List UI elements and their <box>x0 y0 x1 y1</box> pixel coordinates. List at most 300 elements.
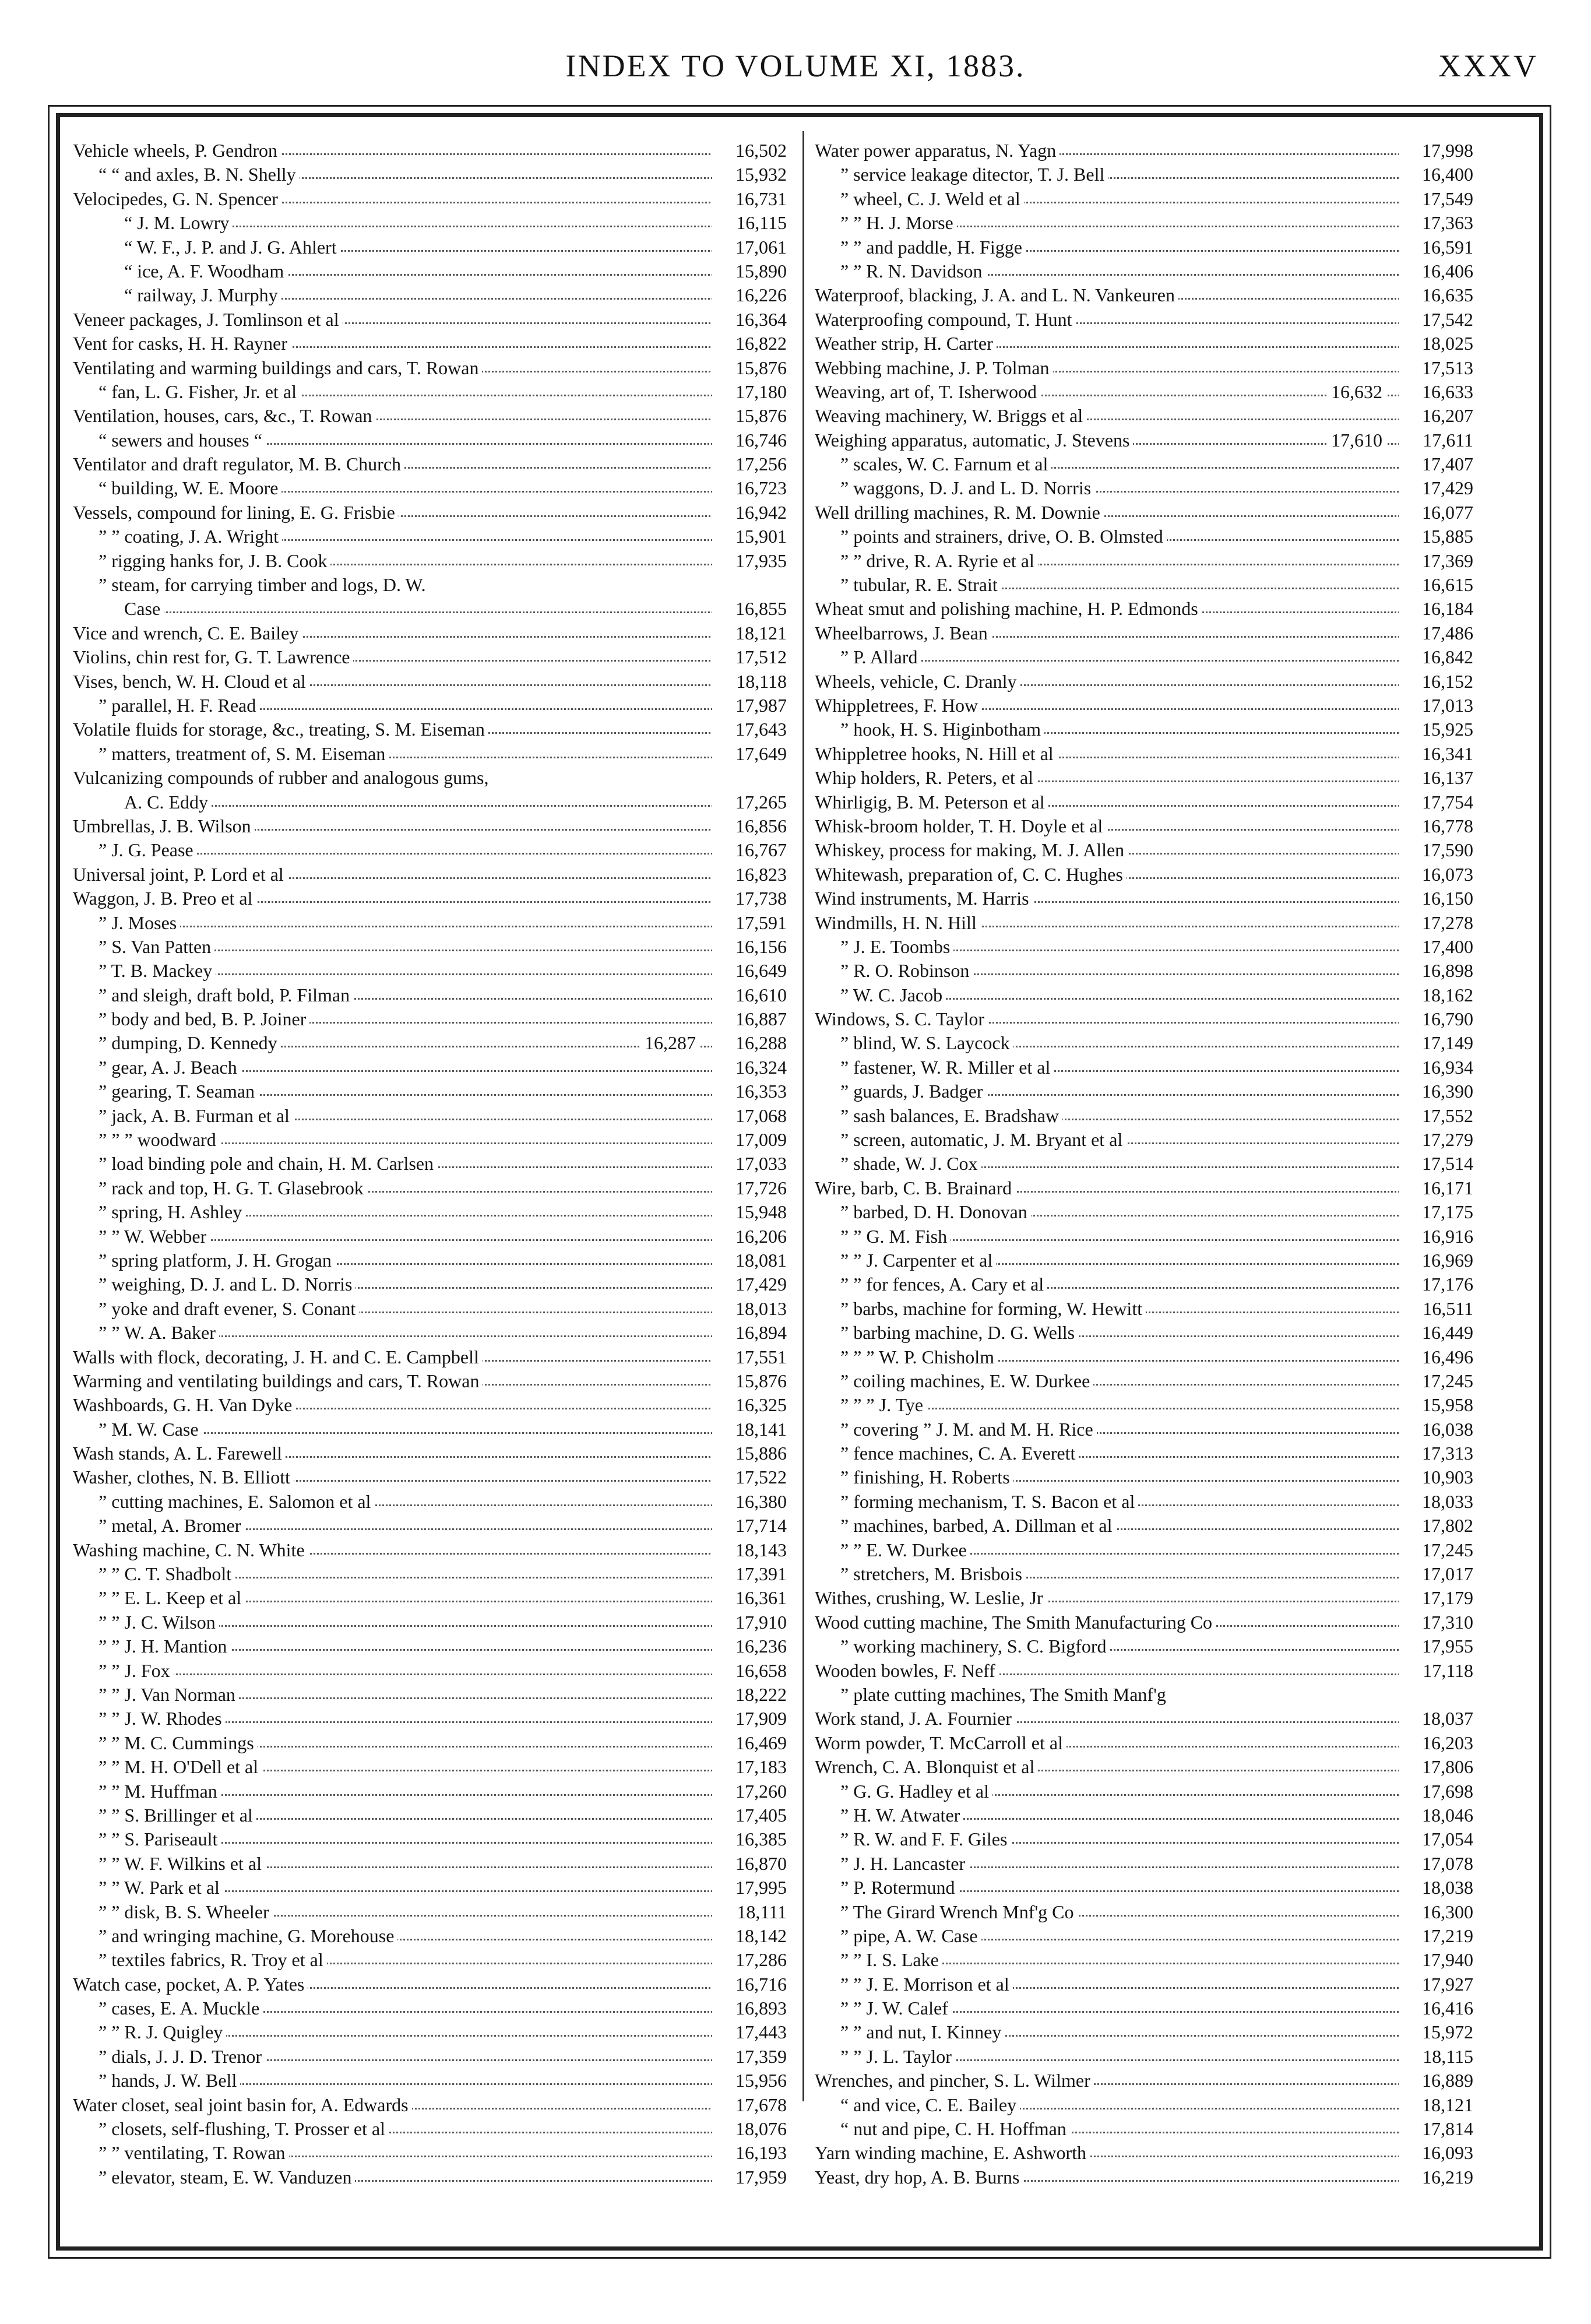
index-column-left <box>73 139 787 2189</box>
entry-number: 17,802 <box>1399 1514 1473 1538</box>
entry-text: Water closet, seal joint basin for, A. Edwards <box>73 2093 412 2117</box>
index-entry <box>73 211 787 235</box>
entry-number: 17,369 <box>1399 549 1473 573</box>
entry-text: Whitewash, preparation of, C. C. Hughes <box>815 863 1127 887</box>
entry-text: ” and wringing machine, G. Morehouse <box>98 1924 397 1948</box>
entry-number: 17,363 <box>1399 211 1473 235</box>
entry-number: 18,037 <box>1399 1707 1473 1731</box>
entry-text: Vehicle wheels, P. Gendron <box>73 139 281 163</box>
entry-number: 16,203 <box>1399 1731 1473 1755</box>
entry-text: ” cutting machines, E. Salomon et al <box>98 1490 374 1514</box>
entry-text: ” ” J. Van Norman <box>98 1683 239 1707</box>
entry-text: Whip holders, R. Peters, et al <box>815 766 1037 790</box>
entry-text: ” ” and nut, I. Kinney <box>840 2020 1005 2044</box>
entry-text: Wheat smut and polishing machine, H. P. Edmonds <box>815 597 1202 621</box>
index-entry <box>73 1586 787 1610</box>
dot-leader <box>840 660 1407 662</box>
entry-number: 17,017 <box>1399 1562 1473 1586</box>
entry-number: 16,591 <box>1399 235 1473 259</box>
entry-number: 17,033 <box>712 1152 787 1176</box>
entry-text: Weather strip, H. Carter <box>815 332 997 356</box>
entry-number: 16,778 <box>1399 814 1473 838</box>
entry-number: 15,890 <box>712 259 787 283</box>
entry-number: 17,068 <box>712 1104 787 1128</box>
entry-text: Weighing apparatus, automatic, J. Stevens <box>815 428 1133 452</box>
index-entry <box>815 718 1473 741</box>
entry-number: 17,407 <box>1399 452 1473 476</box>
entry-text: ” ” M. H. O'Dell et al <box>98 1755 262 1779</box>
entry-text: Walls with flock, decorating, J. H. and C. E. Campbell <box>73 1345 483 1369</box>
entry-number: 15,886 <box>712 1441 787 1465</box>
entry-number: 17,611 <box>1399 428 1473 452</box>
entry-number: 16,889 <box>1399 2069 1473 2093</box>
entry-text: Whisk-broom holder, T. H. Doyle et al <box>815 814 1106 838</box>
entry-number: 17,180 <box>712 380 787 404</box>
entry-number: 16,723 <box>712 476 787 500</box>
entry-number: 16,731 <box>712 187 787 211</box>
entry-number: 16,236 <box>712 1634 787 1658</box>
entry-number: 10,903 <box>1399 1465 1473 1489</box>
entry-text: ” fence machines, C. A. Everett <box>840 1441 1079 1465</box>
index-entry <box>815 670 1473 694</box>
entry-text: ” ” ” J. Tye <box>840 1393 927 1417</box>
entry-text: Ventilator and draft regulator, M. B. Church <box>73 452 404 476</box>
index-entry <box>73 139 787 163</box>
entry-number: 17,935 <box>712 549 787 573</box>
index-entry <box>73 259 787 283</box>
entry-number: 16,156 <box>712 935 787 959</box>
entry-number: 15,876 <box>712 404 787 428</box>
entry-number: 17,940 <box>1399 1948 1473 1972</box>
entry-text: ” ” ventilating, T. Rowan <box>98 2141 289 2165</box>
index-entry <box>73 525 787 549</box>
entry-text: ” forming mechanism, T. S. Bacon et al <box>840 1490 1138 1514</box>
entry-text: ” fastener, W. R. Miller et al <box>840 1056 1054 1080</box>
index-entry <box>815 983 1473 1007</box>
entry-text: ” ” W. Park et al <box>98 1876 223 1900</box>
entry-text: Waggon, J. B. Preo et al <box>73 887 256 910</box>
entry-number: 18,033 <box>1399 1490 1473 1514</box>
index-entry <box>73 2141 787 2165</box>
entry-text: Vessels, compound for lining, E. G. Frisbie <box>73 501 399 525</box>
entry-text: ” dumping, D. Kennedy <box>98 1031 281 1055</box>
entry-number: 16,633 <box>1399 380 1473 404</box>
index-entry <box>73 163 787 187</box>
index-entry <box>815 2045 1473 2069</box>
index-entry <box>815 1128 1473 1152</box>
entry-alt-number: 17,610 <box>1328 428 1386 452</box>
entry-number: 15,876 <box>712 1369 787 1393</box>
entry-text: ” screen, automatic, J. M. Bryant et al <box>840 1128 1126 1152</box>
entry-text: Vulcanizing compounds of rubber and analogous gums, <box>73 766 492 790</box>
index-entry <box>73 476 787 500</box>
index-entry <box>73 1827 787 1851</box>
index-entry <box>73 2045 787 2069</box>
entry-text: ” W. C. Jacob <box>840 983 946 1007</box>
entry-number: 17,698 <box>1399 1780 1473 1803</box>
index-entry <box>815 863 1473 887</box>
index-entry <box>73 1562 787 1586</box>
page-number: XXXV <box>1438 48 1539 83</box>
entry-number: 16,870 <box>712 1852 787 1876</box>
index-entry <box>815 549 1473 573</box>
entry-number: 16,219 <box>1399 2165 1473 2189</box>
entry-text: ” wheel, C. J. Weld et al <box>840 187 1024 211</box>
index-entry <box>815 814 1473 838</box>
entry-number: 17,179 <box>1399 1586 1473 1610</box>
index-entry <box>815 404 1473 428</box>
index-entry <box>73 1780 787 1803</box>
index-entry <box>73 983 787 1007</box>
entry-number: 16,150 <box>1399 887 1473 910</box>
entry-text: ” covering ” J. M. and M. H. Rice <box>840 1418 1097 1441</box>
index-entry <box>73 1418 787 1441</box>
entry-text: ” G. G. Hadley et al <box>840 1780 992 1803</box>
index-entry <box>73 2165 787 2189</box>
index-entry <box>73 1755 787 1779</box>
entry-text: ” ” ” woodward <box>98 1128 220 1152</box>
entry-number: 17,245 <box>1399 1538 1473 1562</box>
index-entry <box>815 1634 1473 1658</box>
entry-number: 17,998 <box>1399 139 1473 163</box>
entry-number: 18,143 <box>712 1538 787 1562</box>
index-entry <box>815 1272 1473 1296</box>
entry-text: ” ” E. L. Keep et al <box>98 1586 245 1610</box>
entry-number: 16,193 <box>712 2141 787 2165</box>
entry-number: 16,916 <box>1399 1225 1473 1249</box>
index-entry <box>73 2117 787 2141</box>
entry-text: ” The Girard Wrench Mnf'g Co <box>840 1900 1078 1924</box>
index-entry <box>815 1731 1473 1755</box>
entry-number: 16,934 <box>1399 1056 1473 1080</box>
entry-number: 16,115 <box>712 211 787 235</box>
index-entry <box>815 1755 1473 1779</box>
entry-number: 17,313 <box>1399 1441 1473 1465</box>
entry-text: Wheelbarrows, J. Bean <box>815 621 991 645</box>
index-entry <box>73 1393 787 1417</box>
entry-text: Case <box>124 597 164 621</box>
index-entry <box>73 1056 787 1080</box>
entry-text: ” yoke and draft evener, S. Conant <box>98 1297 359 1321</box>
entry-text: ” finishing, H. Roberts <box>840 1465 1013 1489</box>
entry-number: 16,385 <box>712 1827 787 1851</box>
entry-text: ” ” E. W. Durkee <box>840 1538 970 1562</box>
entry-text: ” ” W. F. Wilkins et al <box>98 1852 265 1876</box>
entry-number: 16,406 <box>1399 259 1473 283</box>
entry-number: 17,678 <box>712 2093 787 2117</box>
entry-number: 17,260 <box>712 1780 787 1803</box>
entry-text: Watch case, pocket, A. P. Yates <box>73 1973 308 1996</box>
index-entry <box>73 1345 787 1369</box>
entry-number: 18,142 <box>712 1924 787 1948</box>
index-entry <box>73 356 787 380</box>
entry-text: “ fan, L. G. Fisher, Jr. et al <box>98 380 300 404</box>
entry-number: 17,549 <box>1399 187 1473 211</box>
entry-number: 17,542 <box>1399 308 1473 332</box>
index-entry <box>815 1225 1473 1249</box>
entry-number: 17,061 <box>712 235 787 259</box>
entry-text: ” stretchers, M. Brisbois <box>840 1562 1026 1586</box>
entry-number: 17,552 <box>1399 1104 1473 1128</box>
index-entry <box>815 1973 1473 1996</box>
index-entry <box>815 1297 1473 1321</box>
index-entry <box>815 1441 1473 1465</box>
entry-number: 17,522 <box>712 1465 787 1489</box>
entry-number: 17,176 <box>1399 1272 1473 1296</box>
entry-text: ” ” J. L. Taylor <box>840 2045 955 2069</box>
entry-number: 18,162 <box>1399 983 1473 1007</box>
index-entry <box>73 308 787 332</box>
entry-number: 16,469 <box>712 1731 787 1755</box>
entry-text: Withes, crushing, W. Leslie, Jr <box>815 1586 1047 1610</box>
entry-number: 16,341 <box>1399 742 1473 766</box>
entry-number: 16,171 <box>1399 1176 1473 1200</box>
entry-number: 16,038 <box>1399 1418 1473 1441</box>
index-entry <box>815 163 1473 187</box>
index-entry <box>73 911 787 935</box>
index-entry <box>815 1876 1473 1900</box>
entry-text: ” points and strainers, drive, O. B. Olmsted <box>840 525 1167 549</box>
entry-number: 17,009 <box>712 1128 787 1152</box>
dot-leader <box>98 1673 720 1675</box>
dot-leader <box>124 805 720 807</box>
index-entry <box>815 1827 1473 1851</box>
entry-text: ” R. O. Robinson <box>840 959 973 983</box>
entry-number: 16,969 <box>1399 1249 1473 1272</box>
entry-number: 17,078 <box>1399 1852 1473 1876</box>
entry-text: Waterproof, blacking, J. A. and L. N. Vankeuren <box>815 283 1178 307</box>
entry-text: ” elevator, steam, E. W. Vanduzen <box>98 2165 355 2189</box>
index-entry <box>73 573 787 597</box>
index-entry <box>815 2117 1473 2141</box>
index-entry <box>73 404 787 428</box>
index-entry <box>815 211 1473 235</box>
entry-number: 17,359 <box>712 2045 787 2069</box>
entry-text: ” parallel, H. F. Read <box>98 694 259 718</box>
index-entry <box>815 1056 1473 1080</box>
entry-number: 17,429 <box>1399 476 1473 500</box>
index-entry <box>73 1152 787 1176</box>
entry-text: Wheels, vehicle, C. Dranly <box>815 670 1020 694</box>
index-entry <box>815 1707 1473 1731</box>
entry-text: ” ” disk, B. S. Wheeler <box>98 1900 273 1924</box>
entry-number: 17,754 <box>1399 790 1473 814</box>
entry-text: ” ” G. M. Fish <box>840 1225 951 1249</box>
entry-text: “ ice, A. F. Woodham <box>124 259 287 283</box>
entry-number: 15,932 <box>712 163 787 187</box>
index-entry <box>73 670 787 694</box>
index-entry <box>73 187 787 211</box>
entry-text: ” ” S. Pariseault <box>98 1827 221 1851</box>
entry-text: Wooden bowles, F. Neff <box>815 1659 999 1683</box>
index-entry <box>73 1514 787 1538</box>
entry-text: ” J. G. Pease <box>98 838 197 862</box>
entry-number: 16,288 <box>712 1031 787 1055</box>
entry-text: ” ” and paddle, H. Figge <box>840 235 1026 259</box>
entry-number: 18,076 <box>712 2117 787 2141</box>
index-entry <box>73 1176 787 1200</box>
index-entry <box>815 1780 1473 1803</box>
index-entry <box>73 332 787 356</box>
index-entry <box>815 1176 1473 1200</box>
entry-text: Weaving, art of, T. Isherwood <box>815 380 1040 404</box>
entry-text: Wire, barb, C. B. Brainard <box>815 1176 1015 1200</box>
entry-number: 16,207 <box>1399 404 1473 428</box>
entry-number: 16,324 <box>712 1056 787 1080</box>
entry-number: 16,325 <box>712 1393 787 1417</box>
index-entry <box>815 2093 1473 2117</box>
entry-number: 18,222 <box>712 1683 787 1707</box>
entry-text: ” P. Rotermund <box>840 1876 958 1900</box>
entry-text: ” barbing machine, D. G. Wells <box>840 1321 1078 1345</box>
index-entry <box>815 476 1473 500</box>
index-entry <box>73 766 787 790</box>
entry-text: ” jack, A. B. Furman et al <box>98 1104 293 1128</box>
index-entry <box>73 1104 787 1128</box>
entry-number: 18,111 <box>712 1900 787 1924</box>
entry-text: ” weighing, D. J. and L. D. Norris <box>98 1272 355 1296</box>
entry-text: ” ” W. Webber <box>98 1225 210 1249</box>
page-header <box>0 48 1591 94</box>
entry-number: 17,512 <box>712 645 787 669</box>
index-entry <box>73 1200 787 1224</box>
entry-text: “ railway, J. Murphy <box>124 283 281 307</box>
index-entry <box>73 863 787 887</box>
entry-number: 16,502 <box>712 139 787 163</box>
index-entry <box>73 1924 787 1948</box>
entry-text: ” ” I. S. Lake <box>840 1948 942 1972</box>
index-entry <box>73 790 787 814</box>
entry-text: ” gear, A. J. Beach <box>98 1056 241 1080</box>
index-entry <box>815 2141 1473 2165</box>
index-entry <box>73 1900 787 1924</box>
entry-number: 17,955 <box>1399 1634 1473 1658</box>
entry-text: ” spring platform, J. H. Grogan <box>98 1249 335 1272</box>
entry-number: 18,081 <box>712 1249 787 1272</box>
entry-number: 16,635 <box>1399 283 1473 307</box>
entry-text: Whirligig, B. M. Peterson et al <box>815 790 1048 814</box>
entry-number: 16,610 <box>712 983 787 1007</box>
entry-text: “ building, W. E. Moore <box>98 476 281 500</box>
entry-number: 17,256 <box>712 452 787 476</box>
entry-number: 17,514 <box>1399 1152 1473 1176</box>
entry-number: 16,073 <box>1399 863 1473 887</box>
entry-number: 16,206 <box>712 1225 787 1249</box>
entry-text: Wrench, C. A. Blonquist et al <box>815 1755 1038 1779</box>
index-entry <box>73 1683 787 1707</box>
entry-number: 17,118 <box>1399 1659 1473 1683</box>
entry-text: Wash stands, A. L. Farewell <box>73 1441 286 1465</box>
index-entry <box>815 1345 1473 1369</box>
entry-text: “ J. M. Lowry <box>124 211 233 235</box>
entry-text: ” ” ” W. P. Chisholm <box>840 1345 998 1369</box>
entry-text: Ventilation, houses, cars, &c., T. Rowan <box>73 404 375 428</box>
entry-number: 18,118 <box>712 670 787 694</box>
entry-number: 16,184 <box>1399 597 1473 621</box>
index-entry <box>815 1200 1473 1224</box>
entry-text: Windows, S. C. Taylor <box>815 1007 988 1031</box>
index-entry <box>815 911 1473 935</box>
entry-number: 16,226 <box>712 283 787 307</box>
entry-text: ” sash balances, E. Bradshaw <box>840 1104 1062 1128</box>
entry-text: ” blind, W. S. Laycock <box>840 1031 1013 1055</box>
entry-number: 16,658 <box>712 1659 787 1683</box>
index-entry <box>815 1080 1473 1103</box>
entry-text: ” rack and top, H. G. T. Glasebrook <box>98 1176 367 1200</box>
entry-number: 16,077 <box>1399 501 1473 525</box>
index-entry <box>815 308 1473 332</box>
index-entry <box>73 549 787 573</box>
entry-number: 16,649 <box>712 959 787 983</box>
entry-text: ” rigging hanks for, J. B. Cook <box>98 549 330 573</box>
entry-number: 16,822 <box>712 332 787 356</box>
entry-text: Vent for casks, H. H. Rayner <box>73 332 291 356</box>
index-entry <box>73 887 787 910</box>
index-entry <box>73 1973 787 1996</box>
entry-number: 17,643 <box>712 718 787 741</box>
index-entry <box>73 235 787 259</box>
index-entry <box>73 1490 787 1514</box>
entry-number: 16,400 <box>1399 163 1473 187</box>
entry-number: 16,716 <box>712 1973 787 1996</box>
entry-text: ” M. W. Case <box>98 1418 202 1441</box>
entry-alt-number: 16,287 <box>641 1031 699 1055</box>
entry-text: ” H. W. Atwater <box>840 1803 963 1827</box>
entry-text: ” ” H. J. Morse <box>840 211 957 235</box>
index-entry <box>815 1948 1473 1972</box>
entry-text: ” body and bed, B. P. Joiner <box>98 1007 309 1031</box>
entry-number: 17,714 <box>712 1514 787 1538</box>
entry-number: 16,898 <box>1399 959 1473 983</box>
entry-text: ” ” J. H. Mantion <box>98 1634 230 1658</box>
index-entry <box>815 959 1473 983</box>
entry-number: 17,806 <box>1399 1755 1473 1779</box>
index-entry <box>73 1225 787 1249</box>
entry-text: ” ” J. W. Calef <box>840 1996 952 2020</box>
entry-number: 16,615 <box>1399 573 1473 597</box>
entry-text: “ nut and pipe, C. H. Hoffman <box>840 2117 1070 2141</box>
entry-number: 15,972 <box>1399 2020 1473 2044</box>
entry-text: ” shade, W. J. Cox <box>840 1152 981 1176</box>
entry-text: Webbing machine, J. P. Tolman <box>815 356 1053 380</box>
index-entry <box>73 1538 787 1562</box>
entry-text: “ and vice, C. E. Bailey <box>840 2093 1020 2117</box>
entry-number: 17,486 <box>1399 621 1473 645</box>
index-entry <box>815 1900 1473 1924</box>
index-entry <box>815 1562 1473 1586</box>
entry-number: 17,910 <box>712 1611 787 1634</box>
entry-number: 15,948 <box>712 1200 787 1224</box>
entry-number: 17,591 <box>712 911 787 935</box>
entry-number: 17,391 <box>712 1562 787 1586</box>
index-entry <box>73 814 787 838</box>
index-entry <box>815 1321 1473 1345</box>
entry-number: 17,987 <box>712 694 787 718</box>
index-entry <box>815 1465 1473 1489</box>
entry-number: 17,814 <box>1399 2117 1473 2141</box>
index-entry <box>73 1803 787 1827</box>
entry-number: 17,429 <box>712 1272 787 1296</box>
index-entry <box>815 887 1473 910</box>
entry-number: 17,590 <box>1399 838 1473 862</box>
entry-number: 16,152 <box>1399 670 1473 694</box>
entry-text: ” closets, self-flushing, T. Prosser et al <box>98 2117 389 2141</box>
entry-number: 17,927 <box>1399 1973 1473 1996</box>
column-divider <box>802 131 804 2101</box>
index-entry <box>815 935 1473 959</box>
index-entry <box>815 2020 1473 2044</box>
entry-text: ” J. H. Lancaster <box>840 1852 969 1876</box>
